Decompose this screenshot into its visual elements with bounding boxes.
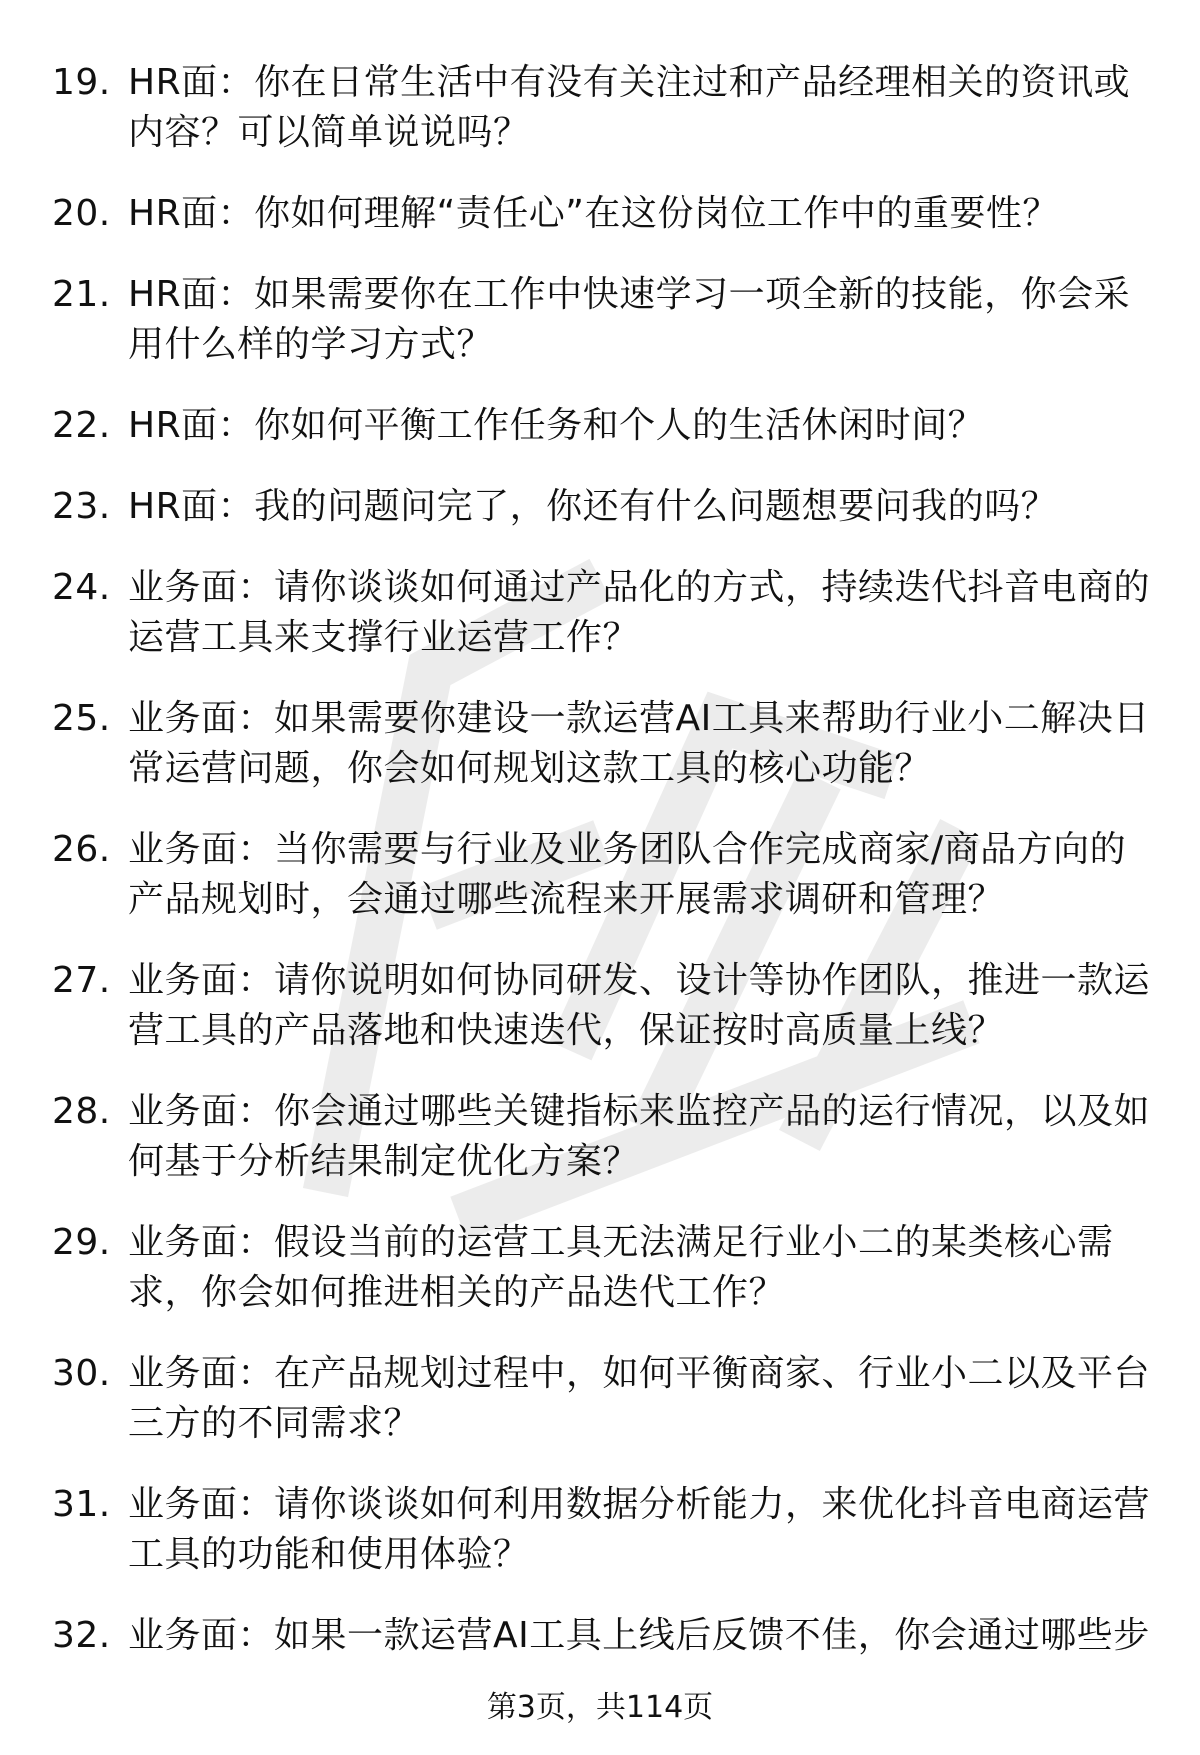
question-text: HR面：我的问题问完了，你还有什么问题想要问我的吗？ <box>128 486 1058 527</box>
question-number: 30. <box>52 1353 111 1394</box>
question-number: 31. <box>52 1484 111 1525</box>
question-item-29 <box>52 1218 1162 1318</box>
question-text: 业务面：请你谈谈如何利用数据分析能力，来优化抖音电商运营工具的功能和使用体验？ <box>128 1484 1151 1575</box>
question-number: 28. <box>52 1091 111 1132</box>
question-item-26 <box>52 825 1162 925</box>
question-item-28 <box>52 1087 1162 1187</box>
question-text: 业务面：如果一款运营AI工具上线后反馈不佳，你会通过哪些步 <box>128 1615 1150 1656</box>
question-number: 19. <box>52 62 111 103</box>
question-item-30 <box>52 1349 1162 1449</box>
question-number: 23. <box>52 486 111 527</box>
question-text: HR面：你如何理解“责任心”在这份岗位工作中的重要性？ <box>128 193 1059 234</box>
question-number: 26. <box>52 829 111 870</box>
question-number: 20. <box>52 193 111 234</box>
question-text: 业务面：请你说明如何协同研发、设计等协作团队，推进一款运营工具的产品落地和快速迭代，保证按时高质量上线？ <box>128 960 1151 1051</box>
question-item-19 <box>52 58 1162 158</box>
question-item-23 <box>52 482 1162 532</box>
question-item-31 <box>52 1480 1162 1580</box>
question-number: 25. <box>52 698 111 739</box>
question-text: 业务面：当你需要与行业及业务团队合作完成商家/商品方向的产品规划时，会通过哪些流程来开展需求调研和管理？ <box>128 829 1127 920</box>
question-item-24 <box>52 563 1162 663</box>
question-text: 业务面：请你谈谈如何通过产品化的方式，持续迭代抖音电商的运营工具来支撑行业运营工作？ <box>128 567 1151 658</box>
question-list <box>52 58 1162 1692</box>
question-number: 21. <box>52 274 111 315</box>
question-text: HR面：你在日常生活中有没有关注过和产品经理相关的资讯或内容？可以简单说说吗？ <box>128 62 1131 153</box>
question-number: 27. <box>52 960 111 1001</box>
question-text: 业务面：假设当前的运营工具无法满足行业小二的某类核心需求，你会如何推进相关的产品迭代工作？ <box>128 1222 1114 1313</box>
page-footer <box>0 1688 1200 1728</box>
question-text: 业务面：在产品规划过程中，如何平衡商家、行业小二以及平台三方的不同需求？ <box>128 1353 1151 1444</box>
question-number: 24. <box>52 567 111 608</box>
question-text: 业务面：你会通过哪些关键指标来监控产品的运行情况，以及如何基于分析结果制定优化方案？ <box>128 1091 1151 1182</box>
question-text: 业务面：如果需要你建设一款运营AI工具来帮助行业小二解决日常运营问题，你会如何规划这款工具的核心功能？ <box>128 698 1150 789</box>
question-text: HR面：如果需要你在工作中快速学习一项全新的技能，你会采用什么样的学习方式？ <box>128 274 1131 365</box>
question-number: 29. <box>52 1222 111 1263</box>
question-item-20 <box>52 189 1162 239</box>
question-item-21 <box>52 270 1162 370</box>
page-number-label: 第3页，共114页 <box>486 1690 714 1725</box>
question-item-27 <box>52 956 1162 1056</box>
question-item-32 <box>52 1611 1162 1661</box>
question-text: HR面：你如何平衡工作任务和个人的生活休闲时间？ <box>128 405 985 446</box>
question-item-25 <box>52 694 1162 794</box>
question-item-22 <box>52 401 1162 451</box>
question-number: 32. <box>52 1615 111 1656</box>
question-number: 22. <box>52 405 111 446</box>
